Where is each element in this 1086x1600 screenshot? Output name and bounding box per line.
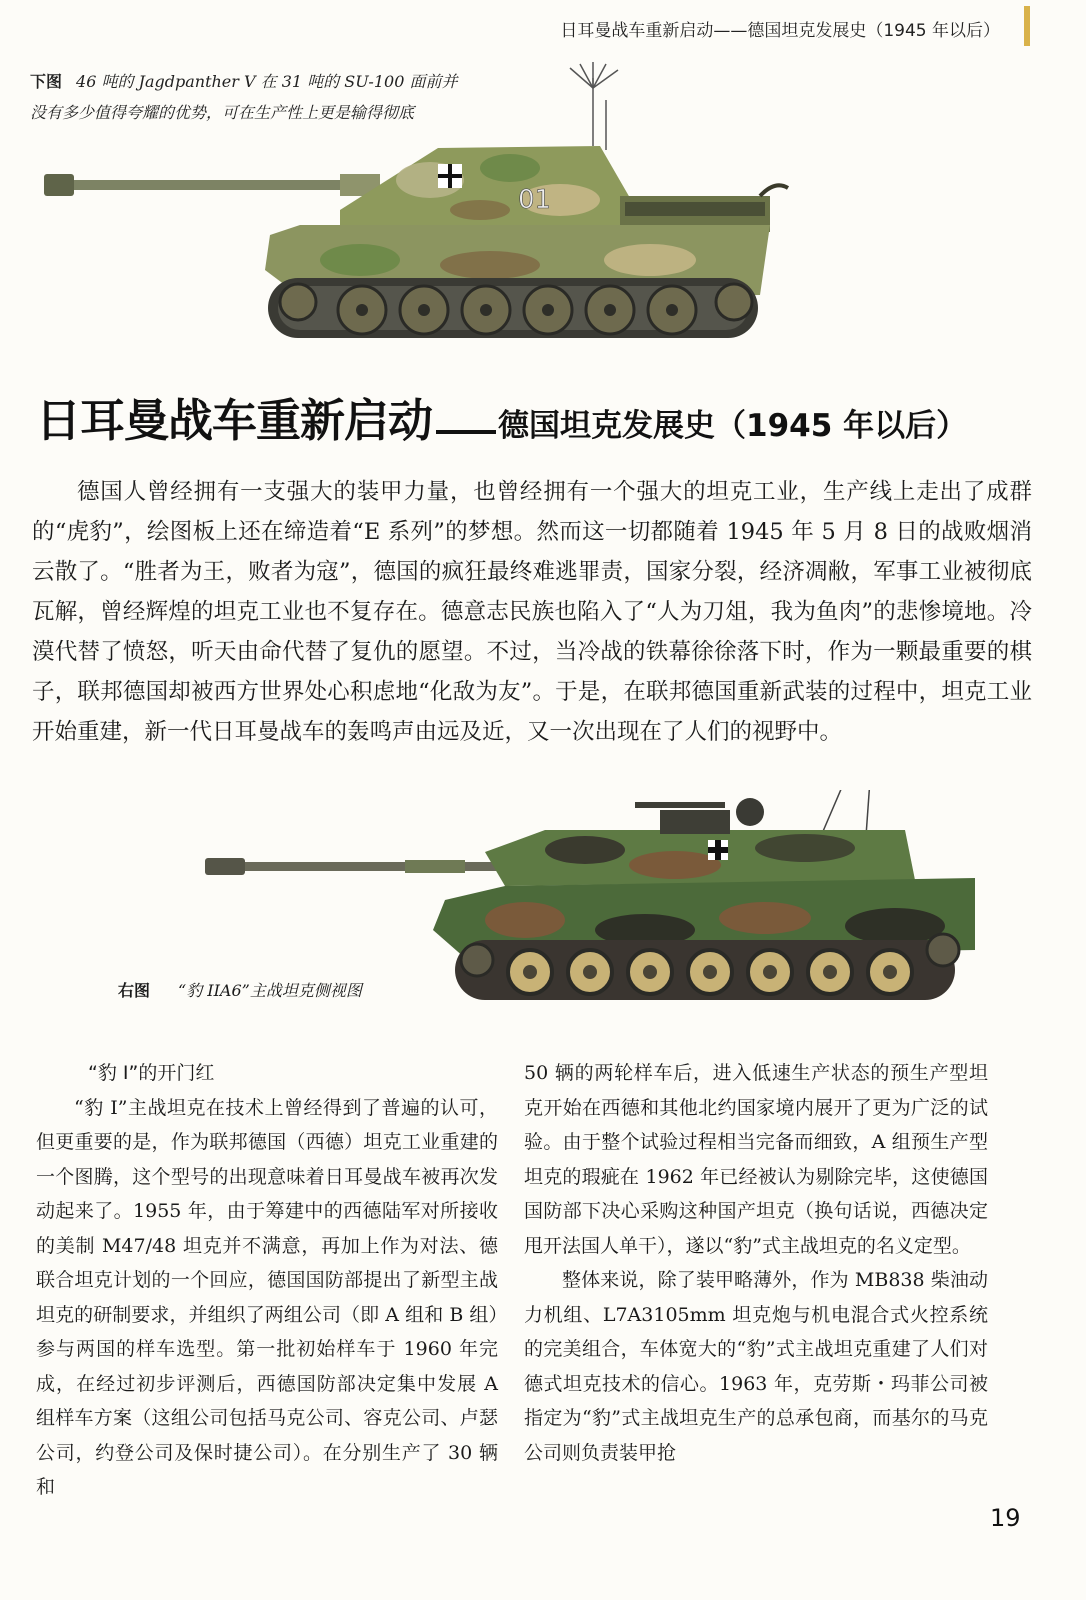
main-subtitle: 德国坦克发展史（1945 年以后） (498, 408, 968, 444)
hull-marking: 01 (518, 185, 552, 215)
main-title (36, 384, 1056, 449)
column-right-paragraph-1: 50 辆的两轮样车后，进入低速生产状态的预生产型坦克开始在西德和其他北约国家境内展开了更为广泛的试验。由于整个试验过程相当完备而细致，A 组预生产型坦克的瑕疵在 1962 年已经被认为剔除完毕，这使德国国防部下决心采购这种国产坦克（换句话说，西德决定甩开法国人单干），遂以“豹”式主战坦克的名义定型。 (524, 1062, 988, 1257)
column-right (524, 1056, 988, 1470)
caption-right-label: 右图 (118, 981, 151, 1000)
header-accent-bar (1024, 6, 1030, 46)
column-right-paragraph-2: 整体来说，除了装甲略薄外，作为 MB838 柴油动力机组、L7A3105mm 坦克炮与机电混合式火控系统的完美组合，车体宽大的“豹”式主战坦克重建了人们对德式坦克技术的信心。1963 年，克劳斯・玛菲公司被指定为“豹”式主战坦克生产的总承包商，而基尔的马克公司则负责装甲抢 (524, 1269, 988, 1464)
column-left-paragraph: “豹 I”主战坦克在技术上曾经得到了普遍的认可，但更重要的是，作为联邦德国（西德）坦克工业重建的一个图腾，这个型号的出现意味着日耳曼战车被再次发动起来了。1955 年，由于筹建中的西德陆军对所接收的美制 M47/48 坦克并不满意，再加上作为对法、德联合坦克计划的一个回应，德国国防部提出了新型主战坦克的研制要求，并组织了两组公司（即 A 组和 B 组）参与两国的样车选型。第一批初始样车于 1960 年完成，在经过初步评测后，西德国防部决定集中发展 A 组样车方案（这组公司包括马克公司、容克公司、卢瑟公司，约登公司及保时捷公司）。在分别生产了 30 辆和 (36, 1096, 498, 1498)
caption-right-text: “豹 IIA6”主战坦克侧视图 (178, 981, 362, 1000)
page-number: 19 (990, 1504, 1021, 1532)
section-heading: “豹 I”的开门红 (88, 1062, 215, 1084)
running-head: 日耳曼战车重新启动——德国坦克发展史（1945 年以后） (560, 21, 1000, 41)
leopard-2a6-tank-illustration (205, 790, 995, 1010)
main-title-text: 日耳曼战车重新启动 (36, 394, 433, 447)
column-left (36, 1056, 498, 1505)
title-dash (436, 430, 496, 434)
jagdpanther-tank-illustration (40, 60, 800, 350)
intro-paragraph: 德国人曾经拥有一支强大的装甲力量，也曾经拥有一个强大的坦克工业，生产线上走出了成群的“虎豹”，绘图板上还在缔造着“E 系列”的梦想。然而这一切都随着 1945 年 5 月 8 日的战败烟消云散了。“胜者为王，败者为寇”，德国的疯狂最终难逃罪责，国家分裂，经济凋敝，军事工业被彻底瓦解，曾经辉煌的坦克工业也不复存在。德意志民族也陷入了“人为刀俎，我为鱼肉”的悲惨境地。冷漠代替了愤怒，听天由命代替了复仇的愿望。不过，当冷战的铁幕徐徐落下时，作为一颗最重要的棋子，联邦德国却被西方世界处心积虑地“化敌为友”。于是，在联邦德国重新武装的过程中，坦克工业开始重建，新一代日耳曼战车的轰鸣声由远及近，又一次出现在了人们的视野中。 (32, 479, 1032, 745)
caption-top-text: 46 吨的 Jagdpanther V 在 31 吨的 SU-100 面前并没有多少值得夸耀的优势，可在生产性上更是输得彻底 (30, 72, 458, 122)
caption-right (118, 978, 362, 1001)
caption-top-label: 下图 (30, 72, 63, 91)
